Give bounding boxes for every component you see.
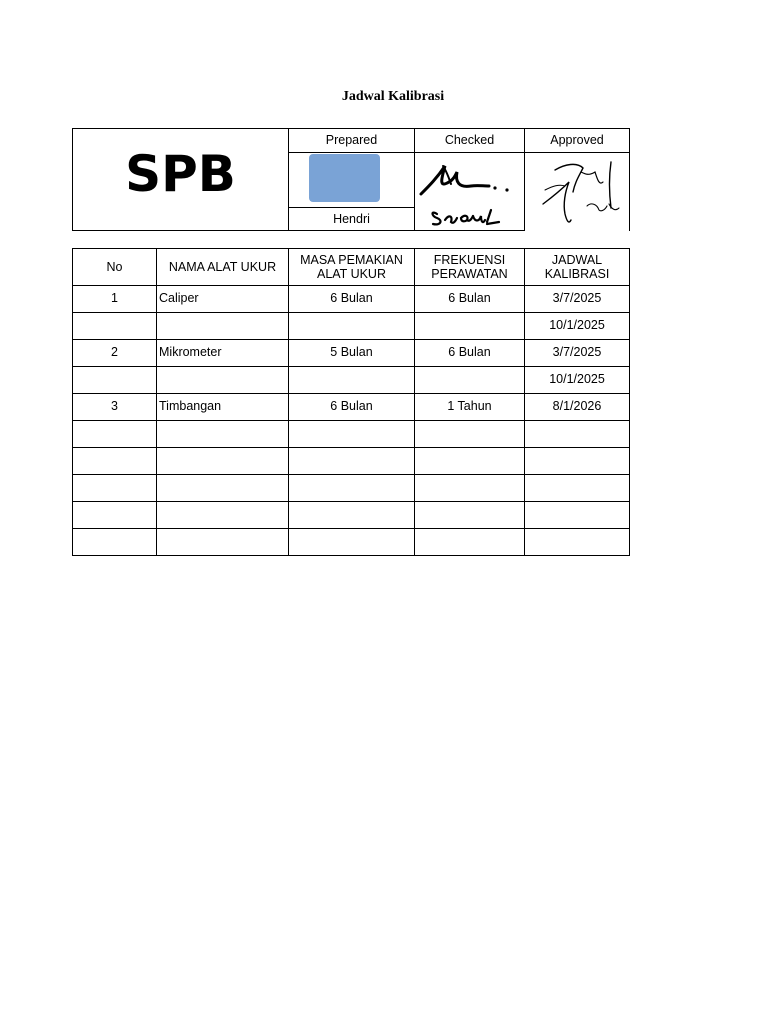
- cell-jadwal: [525, 502, 630, 529]
- cell-name: [157, 421, 289, 448]
- approved-signature: [525, 152, 629, 231]
- cell-no: [73, 475, 157, 502]
- approval-header: [72, 128, 630, 231]
- cell-name: [157, 529, 289, 556]
- cell-frekuensi: 6 Bulan: [415, 286, 525, 313]
- cell-no: [73, 502, 157, 529]
- cell-no: [73, 529, 157, 556]
- cell-frekuensi: [415, 448, 525, 475]
- prepared-label: Prepared: [288, 128, 415, 153]
- cell-frekuensi: 6 Bulan: [415, 340, 525, 367]
- cell-frekuensi: [415, 313, 525, 340]
- cell-no: 2: [73, 340, 157, 367]
- cell-jadwal: 3/7/2025: [525, 340, 630, 367]
- checked-signature: [415, 152, 524, 229]
- prepared-name: Hendri: [288, 207, 415, 231]
- table-row: [73, 367, 630, 394]
- cell-frekuensi: [415, 502, 525, 529]
- cell-masa: 6 Bulan: [289, 286, 415, 313]
- cell-no: 3: [73, 394, 157, 421]
- cell-masa: [289, 475, 415, 502]
- cell-name: [157, 313, 289, 340]
- calibration-schedule-table: [72, 248, 630, 556]
- cell-jadwal: [525, 421, 630, 448]
- cell-name: Timbangan: [157, 394, 289, 421]
- approved-signature-box: [524, 152, 630, 231]
- cell-frekuensi: 1 Tahun: [415, 394, 525, 421]
- cell-masa: [289, 502, 415, 529]
- cell-masa: [289, 367, 415, 394]
- cell-no: [73, 313, 157, 340]
- table-row: [73, 340, 630, 367]
- cell-no: [73, 448, 157, 475]
- table-row: [73, 448, 630, 475]
- table-row: [73, 286, 630, 313]
- cell-no: 1: [73, 286, 157, 313]
- cell-name: [157, 502, 289, 529]
- cell-masa: [289, 529, 415, 556]
- table-row: [73, 421, 630, 448]
- document-title: Jadwal Kalibrasi: [341, 89, 445, 104]
- approved-label: Approved: [524, 128, 630, 153]
- column-header-no: No: [73, 249, 157, 286]
- column-header-masa: MASA PEMAKIAN ALAT UKUR: [289, 249, 415, 286]
- column-header-jadwal: JADWAL KALIBRASI: [525, 249, 630, 286]
- cell-jadwal: 3/7/2025: [525, 286, 630, 313]
- cell-masa: [289, 313, 415, 340]
- company-logo: SPB: [125, 145, 236, 203]
- logo-box: [72, 128, 289, 231]
- cell-name: [157, 367, 289, 394]
- cell-masa: [289, 448, 415, 475]
- cell-frekuensi: [415, 529, 525, 556]
- prepared-stamp: [309, 154, 380, 202]
- cell-jadwal: 10/1/2025: [525, 367, 630, 394]
- cell-name: Mikrometer: [157, 340, 289, 367]
- cell-no: [73, 367, 157, 394]
- cell-jadwal: 8/1/2026: [525, 394, 630, 421]
- table-row: [73, 394, 630, 421]
- cell-no: [73, 421, 157, 448]
- cell-name: Caliper: [157, 286, 289, 313]
- prepared-signature-box: [288, 152, 415, 208]
- cell-frekuensi: [415, 367, 525, 394]
- table-row: [73, 313, 630, 340]
- table-row: [73, 529, 630, 556]
- table-row: [73, 502, 630, 529]
- cell-jadwal: 10/1/2025: [525, 313, 630, 340]
- column-header-frekuensi: FREKUENSI PERAWATAN: [415, 249, 525, 286]
- cell-name: [157, 448, 289, 475]
- cell-jadwal: [525, 529, 630, 556]
- table-row: [73, 475, 630, 502]
- cell-jadwal: [525, 475, 630, 502]
- checked-label: Checked: [414, 128, 525, 153]
- cell-masa: [289, 421, 415, 448]
- cell-frekuensi: [415, 475, 525, 502]
- cell-frekuensi: [415, 421, 525, 448]
- column-header-name: NAMA ALAT UKUR: [157, 249, 289, 286]
- cell-masa: 6 Bulan: [289, 394, 415, 421]
- table-header-row: [73, 249, 630, 286]
- cell-masa: 5 Bulan: [289, 340, 415, 367]
- checked-signature-box: [414, 152, 525, 231]
- cell-jadwal: [525, 448, 630, 475]
- cell-name: [157, 475, 289, 502]
